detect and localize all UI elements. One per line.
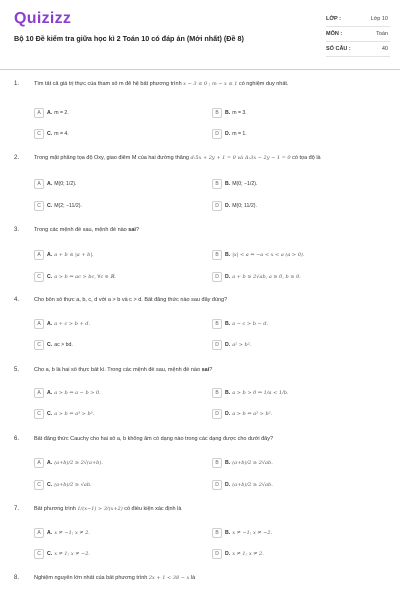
option-box[interactable]: C: [34, 409, 44, 419]
option-box[interactable]: B: [212, 250, 222, 260]
question-text-part: Bất phương trình: [34, 506, 76, 512]
option-value: a + b ≤ |a + b|.: [54, 251, 94, 258]
option-text: [47, 342, 73, 348]
option-box[interactable]: D: [212, 201, 222, 211]
option-c[interactable]: [34, 407, 194, 420]
option-value: x ≠ 1; x ≠ 2.: [232, 550, 264, 557]
option-text: [225, 551, 264, 557]
option-label: B.: [225, 320, 231, 327]
option-a[interactable]: [34, 456, 194, 469]
option-text: [225, 110, 247, 116]
option-text: [225, 342, 251, 348]
option-text: [47, 203, 82, 209]
option-value: M(0; 11/2).: [232, 202, 257, 209]
question-text-part: Bất đẳng thức Cauchy cho hai số a, b không âm có dạng nào trong các dạng được cho dưới đây?: [34, 436, 274, 442]
option-box[interactable]: A: [34, 319, 44, 329]
option-b[interactable]: [212, 106, 372, 119]
question-text: [34, 436, 390, 442]
question-text-part: Cho bốn số thực a, b, c, d với a > b và c > d. Bất đẳng thức nào sau đây đúng?: [34, 297, 228, 303]
option-text: [225, 460, 273, 466]
option-text: [47, 181, 76, 187]
question-number: 2.: [14, 155, 20, 161]
option-text: [225, 274, 301, 280]
option-text: [225, 181, 257, 187]
meta-label: LỚP :: [326, 16, 341, 22]
option-text: [225, 131, 247, 137]
question-text: [34, 81, 390, 87]
meta-value: Toán: [376, 31, 388, 37]
option-box[interactable]: A: [34, 108, 44, 118]
question-number: 5.: [14, 367, 20, 373]
meta-row-subject: [326, 27, 390, 42]
question-emphasis: sai: [201, 367, 210, 373]
option-label: D.: [225, 130, 231, 137]
option-label: C.: [47, 130, 53, 137]
option-box[interactable]: A: [34, 458, 44, 468]
option-b[interactable]: [212, 386, 372, 399]
option-label: A.: [47, 389, 53, 396]
question-emphasis: sai: [128, 227, 136, 233]
math-expression: x − 3 ≤ 0 ; m − x ≤ 1: [183, 81, 238, 87]
meta-value: 40: [381, 46, 388, 52]
option-value: m = 4.: [54, 130, 69, 137]
option-value: m = 1.: [232, 130, 247, 137]
question-number: 7.: [14, 506, 20, 512]
question-text-part: Cho a, b là hai số thực bất kì. Trong các mệnh đề sau, mệnh đề nào: [34, 367, 201, 373]
option-value: a² > b².: [232, 341, 252, 348]
option-label: C.: [47, 410, 53, 417]
option-label: A.: [47, 180, 53, 187]
option-label: A.: [47, 109, 53, 116]
question-number: 3.: [14, 227, 20, 233]
option-box[interactable]: D: [212, 549, 222, 559]
option-text: [47, 460, 103, 466]
option-label: B.: [225, 389, 231, 396]
option-box[interactable]: A: [34, 250, 44, 260]
option-text: [47, 252, 94, 258]
option-box[interactable]: D: [212, 409, 222, 419]
question-number: 6.: [14, 436, 20, 442]
option-label: A.: [47, 320, 53, 327]
option-c[interactable]: [34, 547, 194, 560]
option-text: [225, 252, 304, 258]
option-c[interactable]: [34, 478, 194, 491]
option-b[interactable]: [212, 177, 372, 190]
option-a[interactable]: [34, 177, 194, 190]
option-value: (a+b)/2 ≥ 2√ab.: [232, 459, 273, 466]
question-text: [34, 155, 390, 161]
option-label: C.: [47, 273, 53, 280]
page-title: Bộ 10 Đề kiểm tra giữa học kì 2 Toán 10 có đáp án (Mới nhất) (Đề 8): [14, 34, 244, 43]
option-box[interactable]: C: [34, 201, 44, 211]
option-box[interactable]: B: [212, 319, 222, 329]
quizizz-logo[interactable]: Quizizz: [14, 10, 72, 27]
question-text-part: Tìm tất cả giá trị thực của tham số m để hệ bất phương trình: [34, 81, 182, 87]
option-d[interactable]: [212, 407, 372, 420]
option-value: a + c > b + d.: [54, 320, 91, 327]
question-text-part: Trong mặt phẳng tọa độ Oxy, giao điểm M của hai đường thẳng: [34, 155, 189, 161]
option-label: C.: [47, 202, 53, 209]
option-text: [47, 530, 90, 536]
option-d[interactable]: [212, 199, 372, 212]
option-a[interactable]: [34, 248, 194, 261]
option-b[interactable]: [212, 456, 372, 469]
option-label: B.: [225, 251, 231, 258]
option-label: C.: [47, 550, 53, 557]
option-value: m = 2.: [54, 109, 69, 116]
option-label: D.: [225, 481, 231, 488]
meta-row-count: [326, 42, 390, 57]
option-value: x ≠ −1; x ≠ −2.: [232, 529, 273, 536]
question-text-part: có nghiệm duy nhất.: [238, 81, 289, 87]
math-expression: d:5x + 2y + 1 = 0 và Δ:3x − 2y − 1 = 0: [190, 155, 291, 161]
option-value: a > b ⇔ a³ > b³.: [54, 410, 95, 417]
question-text: [34, 297, 390, 303]
question-text: [34, 506, 390, 512]
option-value: M(0; −1/2).: [232, 180, 258, 187]
question-text-part: Trong các mệnh đề sau, mệnh đề nào: [34, 227, 127, 233]
option-text: [47, 482, 92, 488]
option-box[interactable]: B: [212, 528, 222, 538]
question-text-part: có tọa độ là: [292, 155, 321, 161]
meta-label: SỐ CÂU :: [326, 46, 351, 52]
option-value: m = 3.: [232, 109, 247, 116]
option-box[interactable]: B: [212, 458, 222, 468]
option-label: D.: [225, 410, 231, 417]
option-b[interactable]: [212, 248, 372, 261]
option-label: A.: [47, 529, 53, 536]
option-box[interactable]: A: [34, 388, 44, 398]
option-box[interactable]: B: [212, 388, 222, 398]
option-label: A.: [47, 459, 53, 466]
option-a[interactable]: [34, 386, 194, 399]
question-text: [34, 575, 390, 581]
option-text: [47, 321, 90, 327]
question-text-part: Nghiệm nguyên lớn nhất của bất phương trình: [34, 575, 148, 581]
option-box[interactable]: A: [34, 528, 44, 538]
option-d[interactable]: [212, 338, 372, 351]
question-text: [34, 227, 390, 233]
option-label: D.: [225, 202, 231, 209]
option-value: M(2; −11/2).: [54, 202, 82, 209]
option-box[interactable]: C: [34, 340, 44, 350]
math-expression: 1/(x−1) > 3/(x+2): [77, 506, 123, 512]
option-value: M(0; 1/2).: [54, 180, 77, 187]
question-number: 1.: [14, 81, 20, 87]
option-value: a − c > b − d.: [232, 320, 269, 327]
meta-info: [326, 12, 390, 57]
question-number: 4.: [14, 297, 20, 303]
option-box[interactable]: A: [34, 179, 44, 189]
option-box[interactable]: C: [34, 129, 44, 139]
option-d[interactable]: [212, 127, 372, 140]
option-text: [225, 321, 268, 327]
option-text: [47, 131, 69, 137]
option-text: [47, 551, 90, 557]
option-label: A.: [47, 251, 53, 258]
question-text-part: có điều kiện xác định là: [124, 506, 182, 512]
question-number: 8.: [14, 575, 20, 581]
option-label: B.: [225, 180, 231, 187]
meta-value: Lớp 10: [370, 16, 388, 22]
worksheet-header: [0, 0, 400, 70]
option-text: [225, 482, 273, 488]
option-c[interactable]: [34, 127, 194, 140]
option-value: a > b > 0 ⇒ 1/a < 1/b.: [232, 389, 289, 396]
option-d[interactable]: [212, 270, 372, 283]
option-text: [47, 390, 101, 396]
meta-row-class: [326, 12, 390, 27]
option-label: D.: [225, 273, 231, 280]
option-label: C.: [47, 341, 53, 348]
option-box[interactable]: D: [212, 340, 222, 350]
option-value: a > b ⇔ a − b > 0.: [54, 389, 101, 396]
option-box[interactable]: D: [212, 272, 222, 282]
option-d[interactable]: [212, 547, 372, 560]
option-b[interactable]: [212, 317, 372, 330]
option-value: x ≠ −1; x ≠ 2.: [54, 529, 90, 536]
option-label: B.: [225, 529, 231, 536]
option-label: D.: [225, 341, 231, 348]
option-label: C.: [47, 481, 53, 488]
option-value: (a+b)/2 ≥ √ab.: [54, 481, 92, 488]
question-text-part: ?: [135, 227, 139, 233]
option-value: ac > bd.: [54, 341, 73, 348]
option-box[interactable]: C: [34, 480, 44, 490]
option-text: [47, 274, 116, 280]
option-text: [225, 411, 272, 417]
option-text: [225, 530, 272, 536]
option-box[interactable]: D: [212, 129, 222, 139]
option-a[interactable]: [34, 317, 194, 330]
option-value: x ≠ 1; x ≠ −2.: [54, 550, 90, 557]
option-box[interactable]: C: [34, 272, 44, 282]
option-text: [47, 110, 69, 116]
option-box[interactable]: B: [212, 108, 222, 118]
option-value: a > b ⇔ ac > bc, ∀c ∈ ℝ.: [54, 273, 116, 280]
option-value: a > b ⇔ a² > b².: [232, 410, 273, 417]
option-value: (a+b)/2 ≥ 2√(a+b).: [54, 459, 103, 466]
option-b[interactable]: [212, 526, 372, 539]
question-text: [34, 367, 390, 373]
math-expression: 2x + 1 < 38 − x: [148, 575, 190, 581]
meta-label: MÔN :: [326, 31, 343, 37]
option-text: [47, 411, 94, 417]
option-label: D.: [225, 550, 231, 557]
option-c[interactable]: [34, 338, 194, 351]
option-c[interactable]: [34, 199, 194, 212]
option-c[interactable]: [34, 270, 194, 283]
option-value: (a+b)/2 ≥ 2√ab.: [232, 481, 273, 488]
option-text: [225, 390, 289, 396]
option-box[interactable]: B: [212, 179, 222, 189]
option-d[interactable]: [212, 478, 372, 491]
option-box[interactable]: C: [34, 549, 44, 559]
option-text: [225, 203, 257, 209]
question-text-part: là: [190, 575, 196, 581]
option-a[interactable]: [34, 106, 194, 119]
question-text-part: ?: [209, 367, 213, 373]
option-box[interactable]: D: [212, 480, 222, 490]
option-label: B.: [225, 459, 231, 466]
option-label: B.: [225, 109, 231, 116]
option-value: a + b ≥ 2√ab, a ≥ 0, b ≥ 0.: [232, 273, 301, 280]
option-value: |x| < a ⇔ −a < x < a (a > 0).: [232, 251, 305, 258]
option-a[interactable]: [34, 526, 194, 539]
